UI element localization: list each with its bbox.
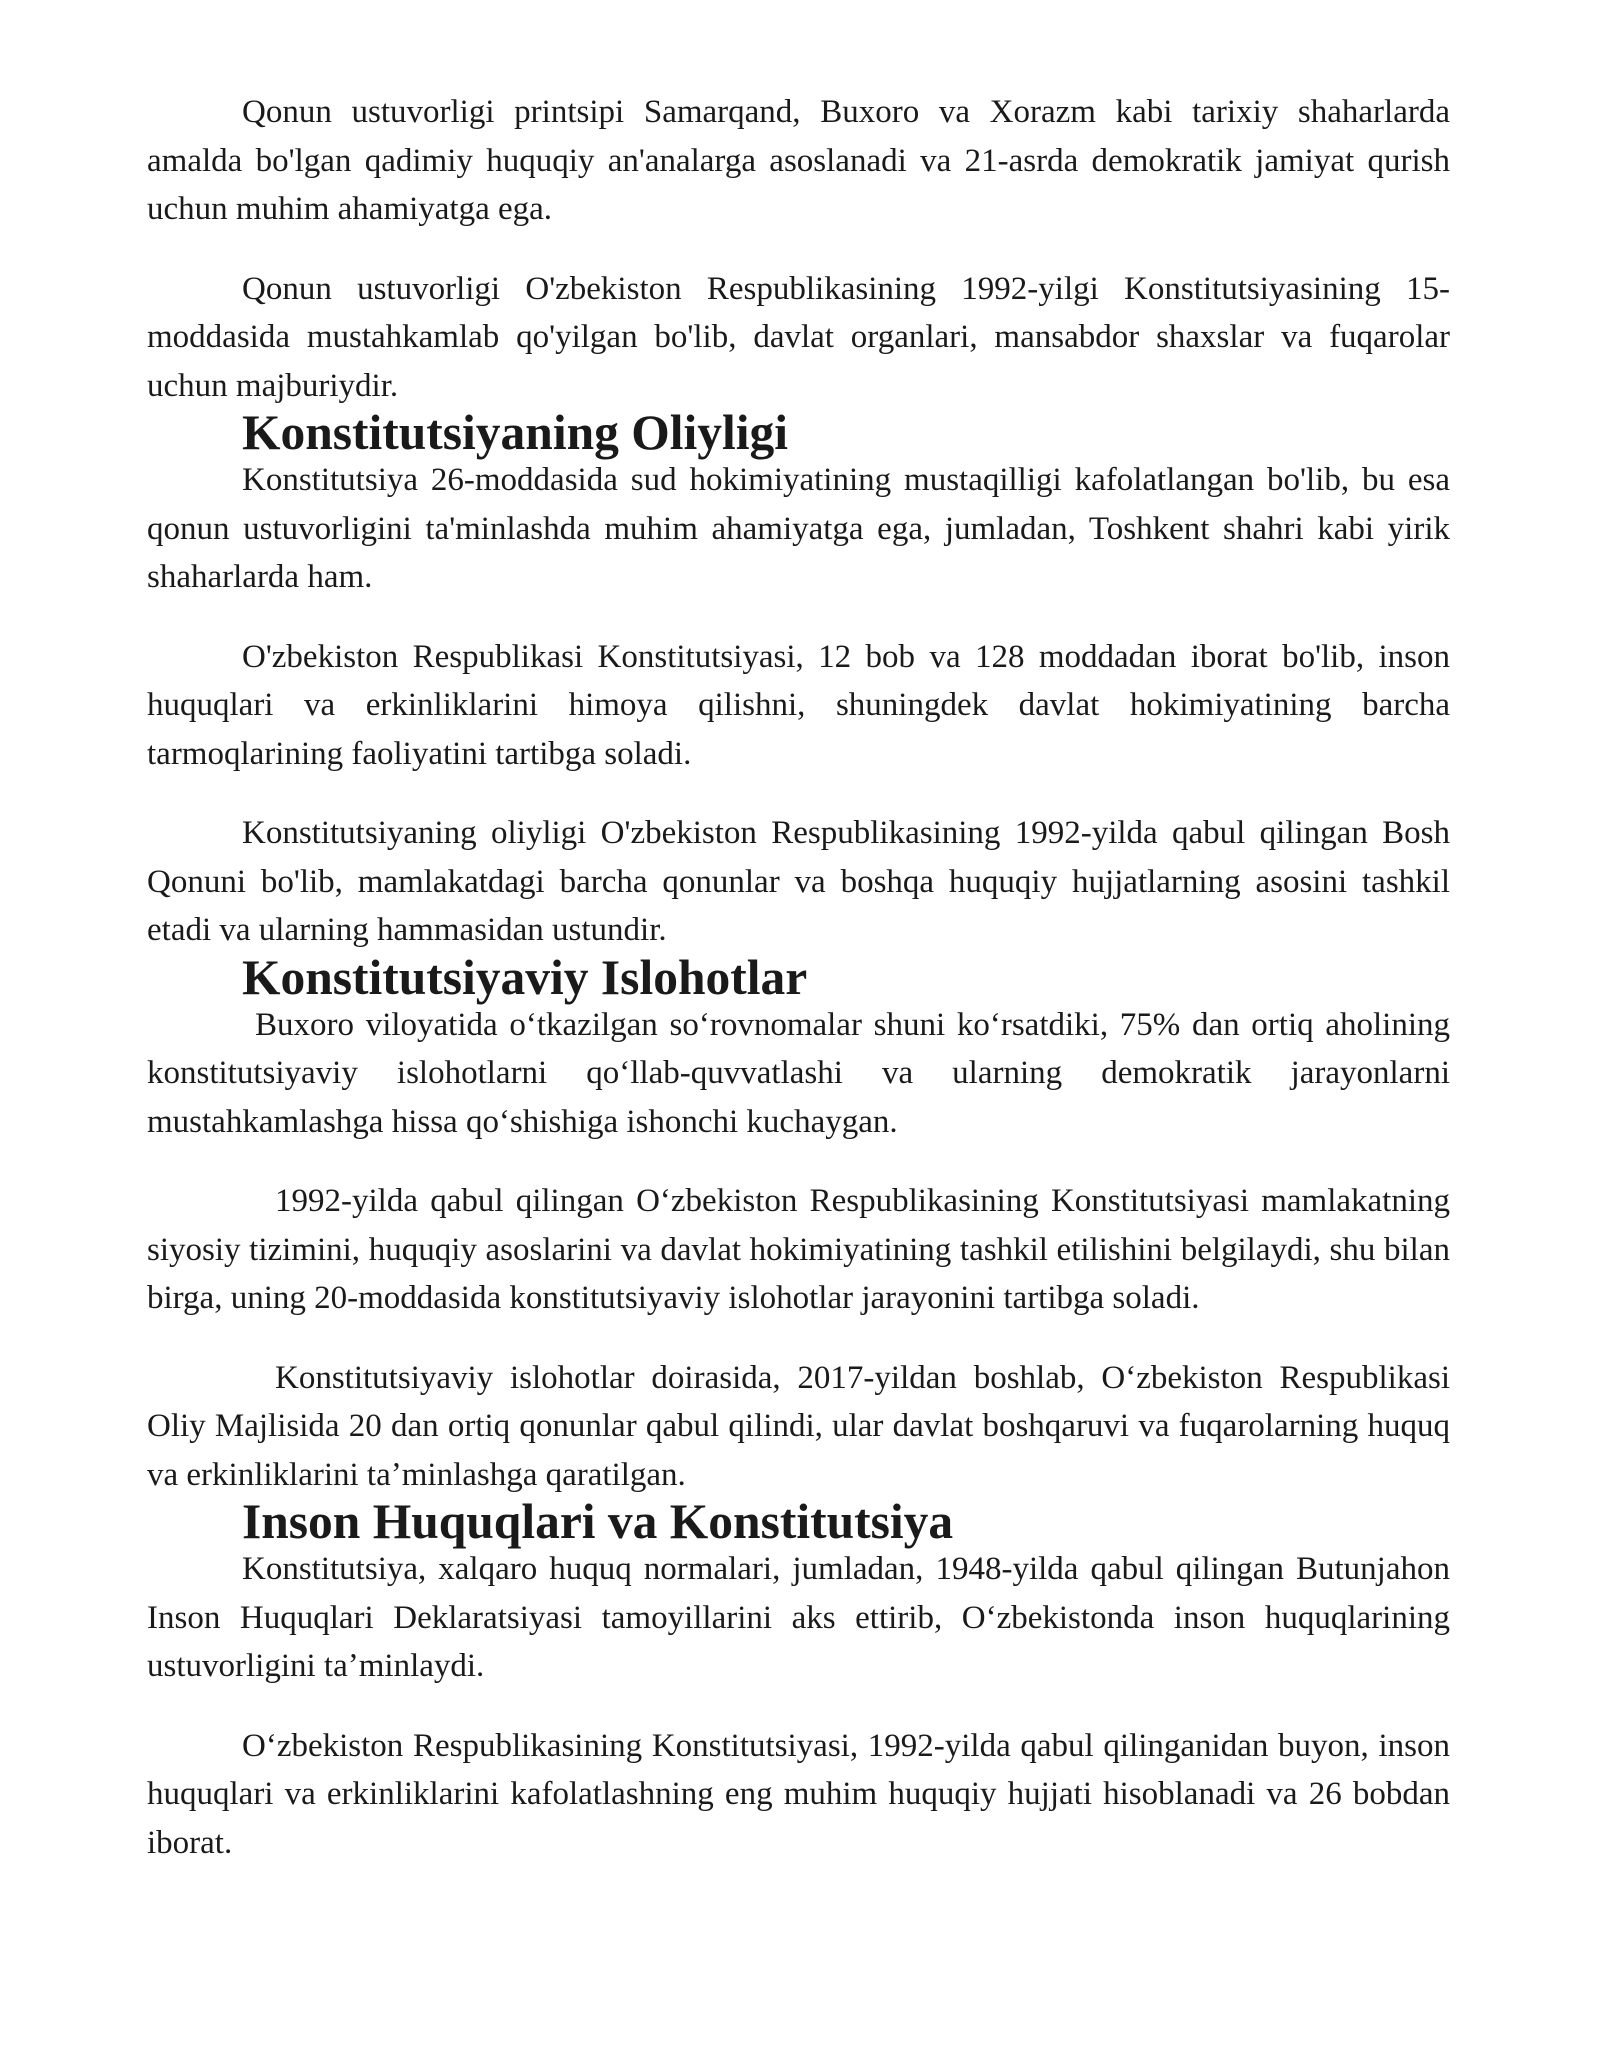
document-page [147, 88, 1450, 1867]
paragraph-4: O'zbekiston Respublikasi Konstitutsiyasi, 12 bob va 128 moddadan iborat bo'lib, inson huquqlari va erkinliklarini himoya qilishni, shuningdek davlat hokimiyatining barcha tarmoqlarining faoliyatini tartibga soladi. [147, 638, 1450, 772]
paragraph-5: Konstitutsiyaning oliyligi O'zbekiston Respublikasining 1992-yilda qabul qilingan Bosh Qonuni bo'lib, mamlakatdagi barcha qonunlar va boshqa huquqiy hujjatlarning asosini tashkil etadi va ularning hammasidan ustundir. [147, 815, 1450, 948]
paragraph-1: Qonun ustuvorligi printsipi Samarqand, Buxoro va Xorazm kabi tarixiy shaharlarda amalda bo'lgan qadimiy huquqiy an'analarga asoslanadi va 21-asrda demokratik jamiyat qurish uchun muhim ahamiyatga ega. [147, 94, 1450, 227]
section-heading-inson-huquqlari: Inson Huquqlari va Konstitutsiya [242, 1494, 954, 1549]
section-heading-konstitutsiyaviy-islohotlar: Konstitutsiyaviy Islohotlar [242, 949, 808, 1005]
paragraph-8: Konstitutsiyaviy islohotlar doirasida, 2017-yildan boshlab, Oʻzbekiston Respublikasi Oliy Majlisida 20 dan ortiq qonunlar qabul qilindi, ular davlat boshqaruvi va fuqarolarning huquq va erkinliklarini taʼminlashga qaratilgan. [147, 1359, 1450, 1493]
paragraph-7: 1992-yilda qabul qilingan Oʻzbekiston Respublikasining Konstitutsiyasi mamlakatning siyosiy tizimini, huquqiy asoslarini va davlat hokimiyatining tashkil etilishini belgilaydi, shu bilan birga, uning 20-moddasida konstitutsiyaviy islohotlar jarayonini tartibga soladi. [147, 1183, 1450, 1316]
paragraph-3: Konstitutsiya 26-moddasida sud hokimiyatining mustaqilligi kafolatlangan bo'lib, bu esa qonun ustuvorligini ta'minlashda muhim ahamiyatga ega, jumladan, Toshkent shahri kabi yirik shaharlarda ham. [147, 462, 1450, 595]
paragraph-6: Buxoro viloyatida oʻtkazilgan soʻrovnomalar shuni koʻrsatdiki, 75% dan ortiq aholining konstitutsiyaviy islohotlarni qoʻllab-quvvatlashi va ularning demokratik jarayonlarni mustahkamlashga hissa qoʻshishiga ishonchi kuchaygan. [147, 1006, 1450, 1140]
paragraph-2: Qonun ustuvorligi O'zbekiston Respublikasining 1992-yilgi Konstitutsiyasining 15-moddasida mustahkamlab qo'yilgan bo'lib, davlat organlari, mansabdor shaxslar va fuqarolar uchun majburiydir. [147, 270, 1450, 404]
paragraph-9: Konstitutsiya, xalqaro huquq normalari, jumladan, 1948-yilda qabul qilingan Butunjahon Inson Huquqlari Deklaratsiyasi tamoyillarini aks ettirib, Oʻzbekistonda inson huquqlarining ustuvorligini taʼminlaydi. [147, 1551, 1450, 1684]
section-heading-konstitutsiyaning-oliyligi: Konstitutsiyaning Oliyligi [242, 405, 788, 460]
paragraph-10: Oʻzbekiston Respublikasining Konstitutsiyasi, 1992-yilda qabul qilinganidan buyon, inson huquqlari va erkinliklarini kafolatlashning eng muhim huquqiy hujjati hisoblanadi va 26 bobdan iborat. [147, 1727, 1450, 1861]
